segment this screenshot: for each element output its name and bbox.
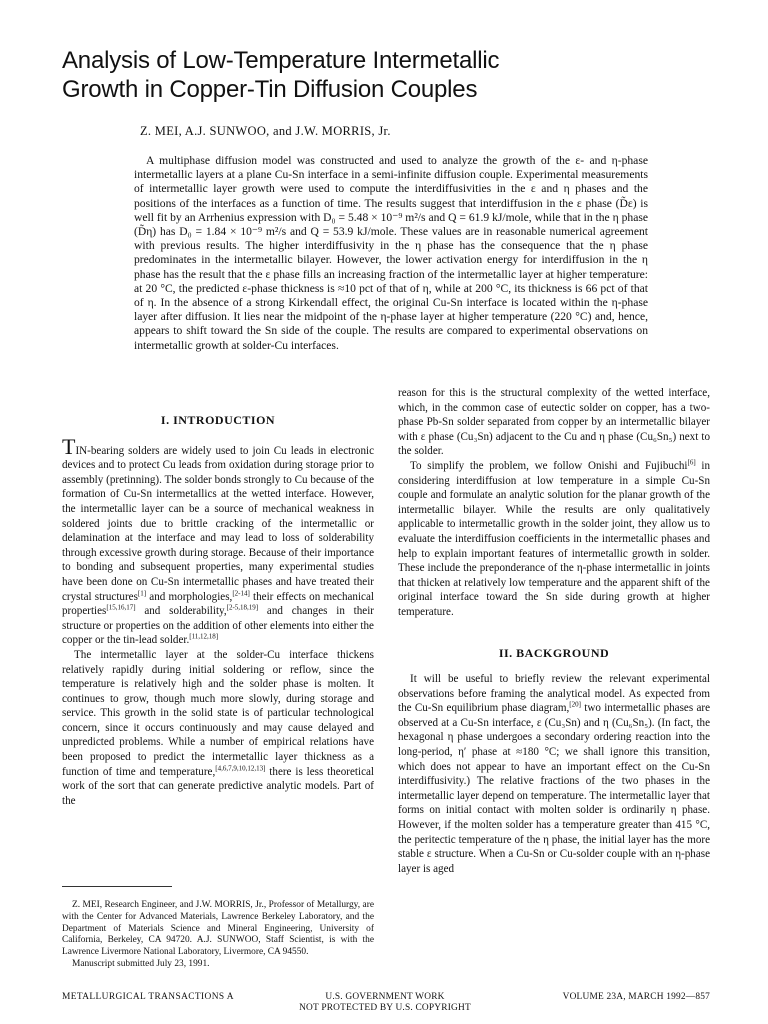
intro-paragraph-2: The intermetallic layer at the solder-Cu interface thickens relatively rapidly during initial soldering or reflow, since the temperature is relatively high and the solder phase is molten. It continues to grow, though much more slowly, during storage and service. This growth in the solid state is of particular technological concern, since it occurs continuously and may cause delayed and unpredicted problems. While a number of empirical relations have been proposed to predict the intermetallic layer thickness as a function of time and temperature,[4,6,7,9,10,12,13] there is less theoretical work of the sort that can generate predictive analytic models. Part of the [62,648,374,807]
author-footnote [62,900,374,971]
author-list: Z. MEI, A.J. SUNWOO, and J.W. MORRIS, Jr. [140,124,391,138]
ref-citation: [4,6,7,9,10,12,13] [215,763,266,772]
intro-paragraph-3: reason for this is the structural complexity of the wetted interface, which, in the common case of eutectic solder on copper, has a two-phase Pb-Sn solder separated from copper by an intermetallic bilayer with ε phase (Cu₃Sn) adjacent to the Cu and η phase (Cu₆Sn₅) next to the solder. [398,387,710,458]
footnote-divider [62,886,172,887]
right-column [398,386,710,876]
ref-citation: [6] [687,458,696,467]
ref-citation: [11,12,18] [189,632,219,641]
title-line-1: Analysis of Low-Temperature Intermetallic [62,47,500,74]
ref-citation: [1] [137,588,147,597]
footnote-affiliations: Z. MEI, Research Engineer, and J.W. MORRIS, Jr., Professor of Metallurgy, are with the Center for Advanced Materials, Lawrence Berkeley Laboratory, and the Department of Materials Science and Mineral Engineering, University of California, Berkeley, CA 94720. A.J. SUNWOO, Staff Scientist, is with the Lawrence Livermore National Laboratory, Livermore, CA 94550. [62,900,374,958]
title-line-2: Growth in Copper-Tin Diffusion Couples [62,76,478,103]
intro-paragraph-4: To simplify the problem, we follow Onishi and Fujibuchi[6] in considering interdiffusion at low temperature in a simple Cu-Sn couple and formulate an analytic solution for the planar growth of the intermetallic bilayer. While the results are only qualitatively applicable to intermetallic growth in the solder joint, they allow us to evaluate the interdiffusion coefficients in the intermetallic phases and help to explain important features of intermetallic growth in solder. These include the preponderance of the η-phase intermetallic in joints that thicken at relatively low temperature and the apparent shift of the original interface toward the Sn side during growth at higher temperature. [398,458,711,618]
volume-page-number: VOLUME 23A, MARCH 1992—857 [562,992,710,1002]
ref-citation: [15,16,17] [106,603,136,612]
ref-citation: [2-5,18,19] [226,603,259,612]
journal-name: METALLURGICAL TRANSACTIONS A [62,992,234,1002]
intro-heading: I. INTRODUCTION [160,413,276,427]
intro-paragraph-1: TIN-bearing solders are widely used to join Cu leads in electronic devices and to protect Cu leads from oxidation during storage prior to assembly (pretinning). The solder bonds strongly to Cu because of the formation of Cu-Sn intermetallics at the wetted interface. However, the intermetallic layer can be a source of mechanical weakness in soldered joints due to brittle cracking of the intermetallic or delamination at the interface and may lead to loss of solderability through excessive growth during storage. Because of their importance to bonding and subsequent properties, many experimental studies have been done on Cu-Sn intermetallic phases and have treated their crystal structures[1] and morphologies,[2-14] their effects on mechanical properties[15,16,17] and solderability,[2-5,18,19] and changes in their structure or properties on the addition of other elements into either the copper or the tin-lead solder.[11,12,18] [62,433,374,647]
left-column [62,413,374,808]
ref-citation: [20] [569,700,581,709]
abstract: A multiphase diffusion model was constructed and used to analyze the growth of the ε- and η-phase intermetallic layers at a plane Cu-Sn interface in a semi-infinite diffusion couple. Experimental measurements of intermetallic layer growth were used to compute the interdiffusivities in the ε and η phases and the positions of the interfaces as a function of time. The results suggest that interdiffusion in the ε phase (D̃ε) is well fit by an Arrhenius expression with D₀ = 5.48 × 10⁻⁹ m²/s and Q = 61.9 kJ/mole, while that in the η phase (D̃η) has D₀ = 1.84 × 10⁻⁹ m²/s and Q = 53.9 kJ/mole. These values are in reasonable numerical agreement with previous results. The higher interdiffusivity in the η phase has the consequence that the η phase predominates in the intermetallic bilayer. However, the lower activation energy for interdiffusion in the η phase has the result that the ε phase fills an increasing fraction of the intermetallic layer at higher temperature: at 20 °C, the predicted ε-phase thickness is ≈10 pct of that of η, while at 200 °C, its thickness is 66 pct of that of η. In the absence of a strong Kirkendall effect, the original Cu-Sn interface is located within the η-phase layer after diffusion. It lies near the midpoint of the η-phase layer at higher temperature (220 °C) and, hence, appears to shift toward the Sn side of the couple. The results are compared to experimental observations on intermetallic growth at solder-Cu interfaces. [134,154,648,352]
footnote-submitted: Manuscript submitted July 23, 1991. [72,958,210,969]
copyright-notice: U.S. GOVERNMENT WORK NOT PROTECTED BY U.S. COPYRIGHT [299,992,471,1013]
background-paragraph-1: It will be useful to briefly review the relevant experimental observations before framing the analytical model. As expected from the Cu-Sn equilibrium phase diagram,[20] two intermetallic phases are observed at a Cu-Sn interface, ε (Cu₃Sn) and η (Cu₆Sn₅). (In fact, the hexagonal η phase undergoes a secondary ordering reaction into the long-period, η′ phase at ≈180 °C; we shall ignore this transition, which does not appear to have an important effect on the Cu-Sn interdiffusivity.) The relative fractions of the two phases in the intermetallic layer depend on temperature. The intermetallic layer that forms on initial contact with molten solder is ordinarily η phase. However, if the molten solder has a temperature greater than 415 °C, the peritectic temperature of the η phase, the initial layer has the more stable ε structure. When a Cu-Sn or Cu-solder couple with an η-phase layer is aged [398,673,710,875]
drop-cap: T [62,433,76,459]
background-heading: II. BACKGROUND [498,645,610,660]
ref-citation: [2-14] [232,588,250,597]
paper-title [62,46,722,104]
